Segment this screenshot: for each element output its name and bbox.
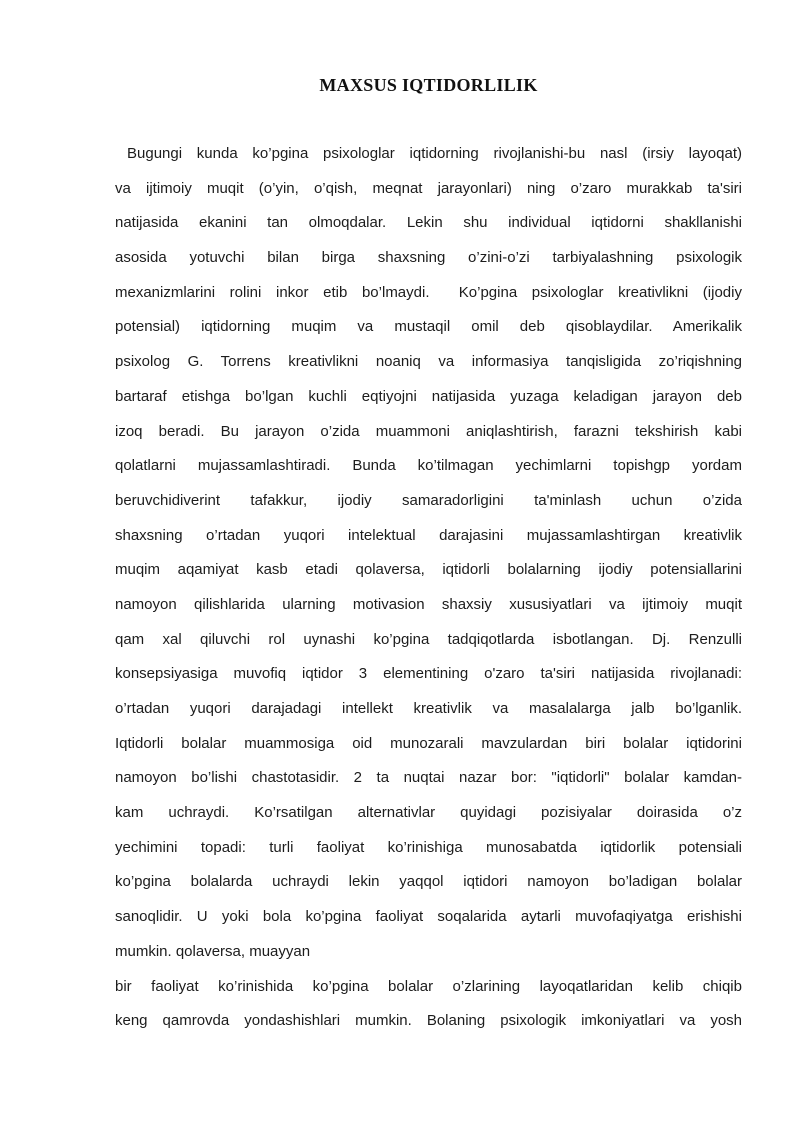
text-line: Iqtidorli bolalar muammosiga oid munozarali mavzulardan biri bolalar iqtidorini xyxy=(115,734,742,752)
text-line: Bugungi kunda ko’pgina psixologlar iqtidorning rivojlanishi-bu nasl (irsiy layoqat) xyxy=(127,145,742,162)
text-line: sanoqlidir. U yoki bola ko’pgina faoliyat soqalarida aytarli muvofaqiyatga erishishi xyxy=(115,908,742,926)
text-line: kam uchraydi. Ko’rsatilgan alternativlar quyidagi pozisiyalar doirasida o’z xyxy=(115,804,742,822)
text-line: namoyon bo’lishi chastotasidir. 2 ta nuqtai nazar bor: "iqtidorli" bolalar kamdan- xyxy=(115,769,742,787)
text-line: bir faoliyat ko’rinishida ko’pgina bolalar o’zlarining layoqatlaridan kelib chiqib xyxy=(115,977,742,995)
text-line: muqim aqamiyat kasb etadi qolaversa, iqtidorli bolalarning ijodiy potensiallarini xyxy=(115,561,742,579)
text-line: konsepsiyasiga muvofiq iqtidor 3 elementining o'zaro ta'siri natijasida rivojlanadi: xyxy=(115,665,742,683)
text-line: natijasida ekanini tan olmoqdalar. Lekin shu individual iqtidorni shakllanishi xyxy=(115,214,742,232)
text-line: potensial) iqtidorning muqim va mustaqil omil deb qisoblaydilar. Amerikalik xyxy=(115,318,742,336)
text-column xyxy=(115,74,742,1039)
text-line: beruvchidiverint tafakkur, ijodiy samaradorligini ta'minlash uchun o’zida xyxy=(115,491,742,509)
text-line: qolatlarni mujassamlashtiradi. Bunda ko’tilmagan yechimlarni topishgp yordam xyxy=(115,457,742,475)
text-line: ko’pgina bolalarda uchraydi lekin yaqqol iqtidori namoyon bo’ladigan bolalar xyxy=(115,873,742,891)
text-line: va ijtimoiy muqit (o’yin, o’qish, meqnat jarayonlari) ning o’zaro murakkab ta'siri xyxy=(115,179,742,197)
page-title: MAXSUS IQTIDORLILIK xyxy=(319,75,538,95)
text-line: psixolog G. Torrens kreativlikni noaniq va informasiya tanqisligida zo’riqishning xyxy=(115,353,742,371)
text-line: yechimini topadi: turli faoliyat ko’rinishiga munosabatda iqtidorlik potensiali xyxy=(115,838,742,856)
text-line: mumkin. qolaversa, muayyan xyxy=(115,942,311,960)
text-line: namoyon qilishlarida ularning motivasion shaxsiy xususiyatlari va ijtimoiy muqit xyxy=(115,595,742,613)
text-line: izoq beradi. Bu jarayon o’zida muammoni aniqlashtirish, farazni tekshirish kabi xyxy=(115,422,742,440)
text-line: keng qamrovda yondashishlari mumkin. Bolaning psixologik imkoniyatlari va yosh xyxy=(115,1012,742,1030)
text-line: bartaraf etishga bo’lgan kuchli eqtiyojni natijasida yuzaga keladigan jarayon deb xyxy=(115,387,742,405)
body-text xyxy=(115,137,742,1039)
text-line: qam xal qiluvchi rol uynashi ko’pgina tadqiqotlarda isbotlangan. Dj. Renzulli xyxy=(115,630,742,648)
text-line: asosida yotuvchi bilan birga shaxsning o’zini-o’zi tarbiyalashning psixologik xyxy=(115,249,742,267)
text-line: o’rtadan yuqori darajadagi intellekt kreativlik va masalalarga jalb bo’lganlik. xyxy=(115,700,742,717)
text-line: shaxsning o’rtadan yuqori intelektual darajasini mujassamlashtirgan kreativlik xyxy=(115,526,742,544)
text-line: mexanizmlarini rolini inkor etib bo’lmaydi. Ko’pgina psixologlar kreativlikni (ijodiy xyxy=(115,283,742,301)
